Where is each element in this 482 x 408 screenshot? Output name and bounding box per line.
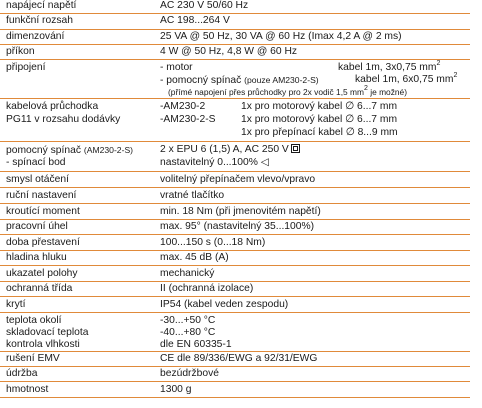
spec-label: kabelová průchodka — [6, 101, 99, 112]
spec-value: CE dle 89/336/EWG a 92/31/EWG — [160, 353, 318, 364]
spec-label: pracovní úhel — [6, 221, 68, 232]
aux-switch-note: (AM230-2-S) — [83, 145, 134, 155]
aux-switch-label: pomocný spínač — [6, 145, 81, 156]
row-separator — [0, 366, 470, 367]
spec-value: max. 95° (nastavitelný 35...100%) — [160, 221, 315, 232]
gland-description: 1x pro motorový kabel ∅ 6...7 mm — [241, 114, 398, 125]
row-separator — [0, 296, 470, 297]
row-separator — [0, 203, 470, 204]
switching-point-text: nastavitelný 0...100% — [160, 157, 258, 168]
row-separator — [0, 98, 470, 99]
spec-label: rušení EMV — [6, 353, 60, 364]
spec-label: napájecí napětí — [6, 0, 77, 11]
triangle-left-icon: ◁ — [260, 157, 269, 168]
connection-footnote-end: je možné) — [367, 87, 407, 97]
aux-switch-value — [160, 144, 300, 156]
spec-label-secondary: - spínací bod — [6, 157, 66, 168]
spec-value: max. 45 dB (A) — [160, 252, 229, 263]
connection-switch-cable — [355, 71, 458, 86]
connection-switch-label: - pomocný spínač — [160, 75, 242, 86]
spec-label: ukazatel polohy — [6, 268, 78, 279]
spec-label: dimenzování — [6, 31, 65, 42]
spec-label: kontrola vlhkosti — [6, 339, 80, 350]
connection-switch-cable-text: kabel 1m, 6x0,75 mm — [355, 74, 454, 85]
spec-label: příkon — [6, 46, 35, 57]
row-separator — [0, 141, 470, 142]
spec-value: min. 18 Nm (při jmenovitém napětí) — [160, 206, 321, 217]
spec-label: skladovací teplota — [6, 327, 89, 338]
spec-label: hladina hluku — [6, 252, 67, 263]
spec-label: údržba — [6, 368, 38, 379]
spec-row-cable-gland — [0, 101, 470, 141]
spec-value: vratné tlačítko — [160, 190, 225, 201]
gland-description: 1x pro přepínací kabel ∅ 8...9 mm — [241, 127, 398, 138]
spec-label: krytí — [6, 299, 26, 310]
connection-footnote — [168, 86, 407, 98]
row-separator — [0, 312, 470, 313]
spec-label: ochranná třída — [6, 283, 73, 294]
spec-label: hmotnost — [6, 384, 49, 395]
double-insulation-icon — [291, 144, 300, 153]
row-separator — [0, 234, 470, 235]
spec-label: doba přestavení — [6, 237, 80, 248]
aux-switch-rating: 2 x EPU 6 (1,5) A, AC 250 V — [160, 144, 289, 155]
row-separator — [0, 219, 470, 220]
superscript: 2 — [453, 71, 458, 79]
spec-value: 25 VA @ 50 Hz, 30 VA @ 60 Hz (Imax 4,2 A @ 2 ms) — [160, 31, 402, 42]
spec-value: volitelný přepínačem vlevo/vpravo — [160, 174, 316, 185]
spec-value: 100...150 s (0...18 Nm) — [160, 237, 266, 248]
connection-footnote-text: (přímé napojení přes průchodky pro 2x vodič 1,5 mm — [168, 87, 364, 97]
row-separator — [0, 59, 470, 60]
spec-value: AC 230 V 50/60 Hz — [160, 0, 249, 11]
spec-label: kroutící moment — [6, 206, 80, 217]
gland-model: -AM230-2 — [160, 101, 206, 112]
spec-value: AC 198...264 V — [160, 15, 230, 26]
superscript: 2 — [436, 59, 441, 67]
connection-switch-note: (pouze AM230-2-S) — [244, 75, 319, 85]
row-separator — [0, 381, 470, 382]
spec-value: bezúdržbové — [160, 368, 219, 379]
spec-label: připojení — [6, 62, 46, 73]
row-separator — [0, 187, 470, 188]
row-separator — [0, 281, 470, 282]
row-separator — [0, 265, 470, 266]
spec-label — [6, 144, 133, 157]
spec-value: 4 W @ 50 Hz, 4,8 W @ 60 Hz — [160, 46, 298, 57]
row-separator — [0, 29, 470, 30]
spec-row-connection — [0, 59, 470, 98]
spec-label: funkční rozsah — [6, 15, 73, 26]
row-separator — [0, 397, 470, 398]
row-separator — [0, 250, 470, 251]
ambient-temperature-value: -30...+50 °C — [160, 315, 216, 326]
row-separator — [0, 13, 470, 14]
spec-value: II (ochranná izolace) — [160, 283, 254, 294]
spec-row-auxiliary-switch — [0, 144, 470, 170]
superscript: 2 — [363, 85, 368, 93]
spec-label: ruční nastavení — [6, 190, 77, 201]
row-separator — [0, 171, 470, 172]
row-separator — [0, 44, 470, 45]
spec-value: 1300 g — [160, 384, 192, 395]
spec-value: mechanický — [160, 268, 215, 279]
gland-model: -AM230-2-S — [160, 114, 216, 125]
connection-motor-cable-text: kabel 1m, 3x0,75 mm — [338, 62, 437, 73]
switching-point-value — [160, 157, 269, 169]
storage-temperature-value: -40...+80 °C — [160, 327, 216, 338]
spec-label: teplota okolí — [6, 315, 62, 326]
connection-motor-label: - motor — [160, 62, 193, 73]
humidity-test-value: dle EN 60335-1 — [160, 339, 232, 350]
spec-label: smysl otáčení — [6, 174, 69, 185]
gland-description: 1x pro motorový kabel ∅ 6...7 mm — [241, 101, 398, 112]
spec-value: IP54 (kabel veden zespodu) — [160, 299, 289, 310]
row-separator — [0, 351, 470, 352]
spec-row-environment — [0, 315, 470, 353]
connection-motor-cable — [338, 59, 441, 74]
spec-label-secondary: PG11 v rozsahu dodávky — [6, 114, 121, 125]
